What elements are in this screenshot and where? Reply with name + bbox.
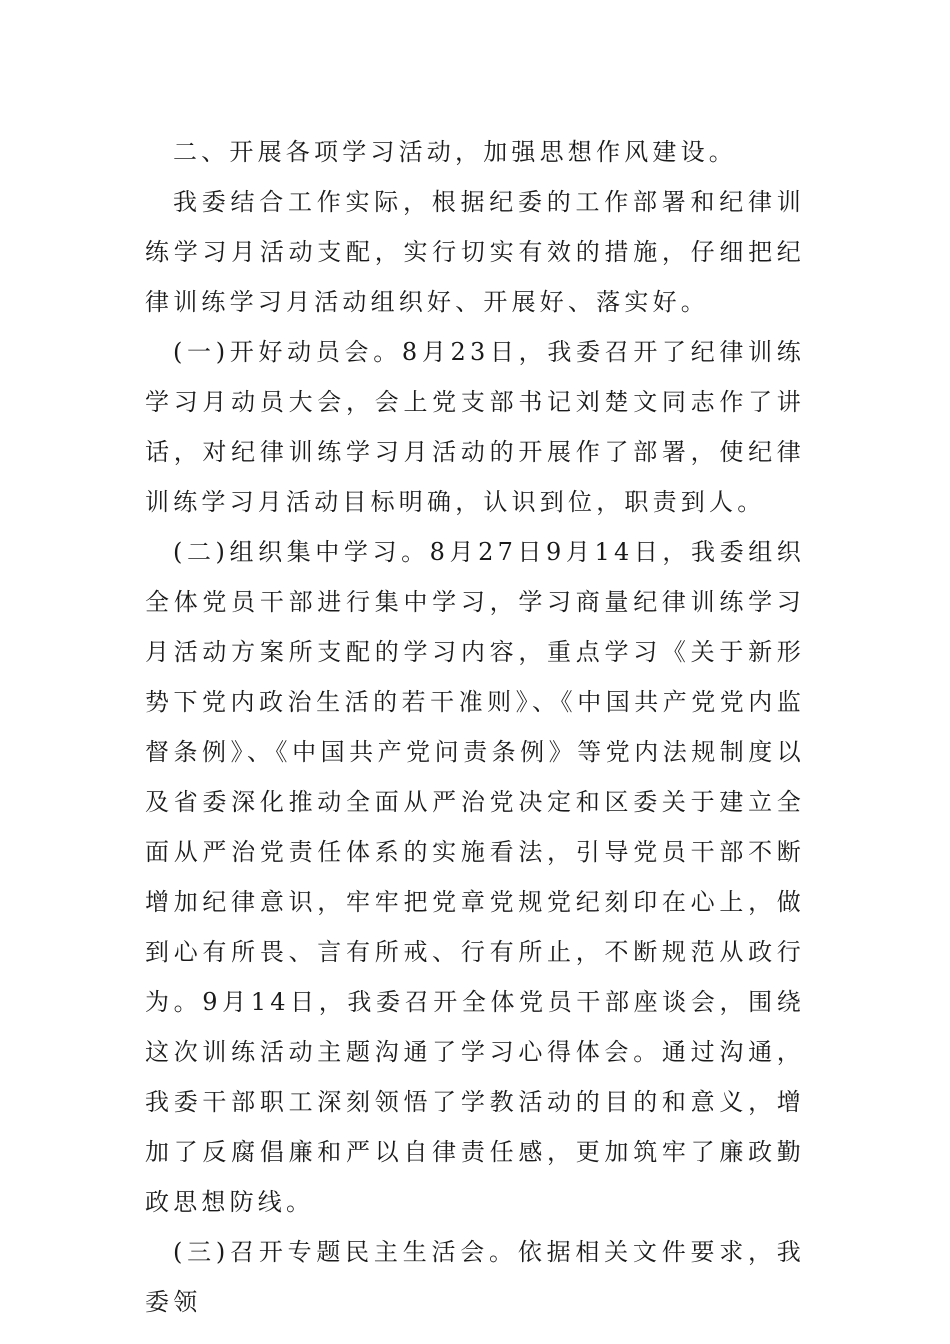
- document-body: [145, 127, 805, 1327]
- paragraph-mobilization-meeting: (一)开好动员会。8月23日，我委召开了纪律训练学习月动员大会，会上党支部书记刘楚文同志作了讲话，对纪律训练学习月活动的开展作了部署，使纪律训练学习月活动目标明确，认识到位，职责到人。: [145, 338, 805, 516]
- section-heading: 二、开展各项学习活动，加强思想作风建设。: [173, 138, 737, 166]
- paragraph-intro: 我委结合工作实际，根据纪委的工作部署和纪律训练学习月活动支配，实行切实有效的措施，仔细把纪律训练学习月活动组织好、开展好、落实好。: [145, 188, 805, 316]
- paragraph-centralized-study: (二)组织集中学习。8月27日9月14日，我委组织全体党员干部进行集中学习，学习商量纪律训练学习月活动方案所支配的学习内容，重点学习《关于新形势下党内政治生活的若干准则》、《中国共产党党内监督条例》、《中国共产党问责条例》等党内法规制度以及省委深化推动全面从严治党决定和区委关于建立全面从严治党责任体系的实施看法，引导党员干部不断增加纪律意识，牢牢把党章党规党纪刻印在心上，做到心有所畏、言有所戒、行有所止，不断规范从政行为。9月14日，我委召开全体党员干部座谈会，围绕这次训练活动主题沟通了学习心得体会。通过沟通，我委干部职工深刻领悟了学教活动的目的和意义，增加了反腐倡廉和严以自律责任感，更加筑牢了廉政勤政思想防线。: [145, 538, 805, 1216]
- paragraph-democratic-life-meeting: (三)召开专题民主生活会。依据相关文件要求，我委领: [145, 1238, 805, 1316]
